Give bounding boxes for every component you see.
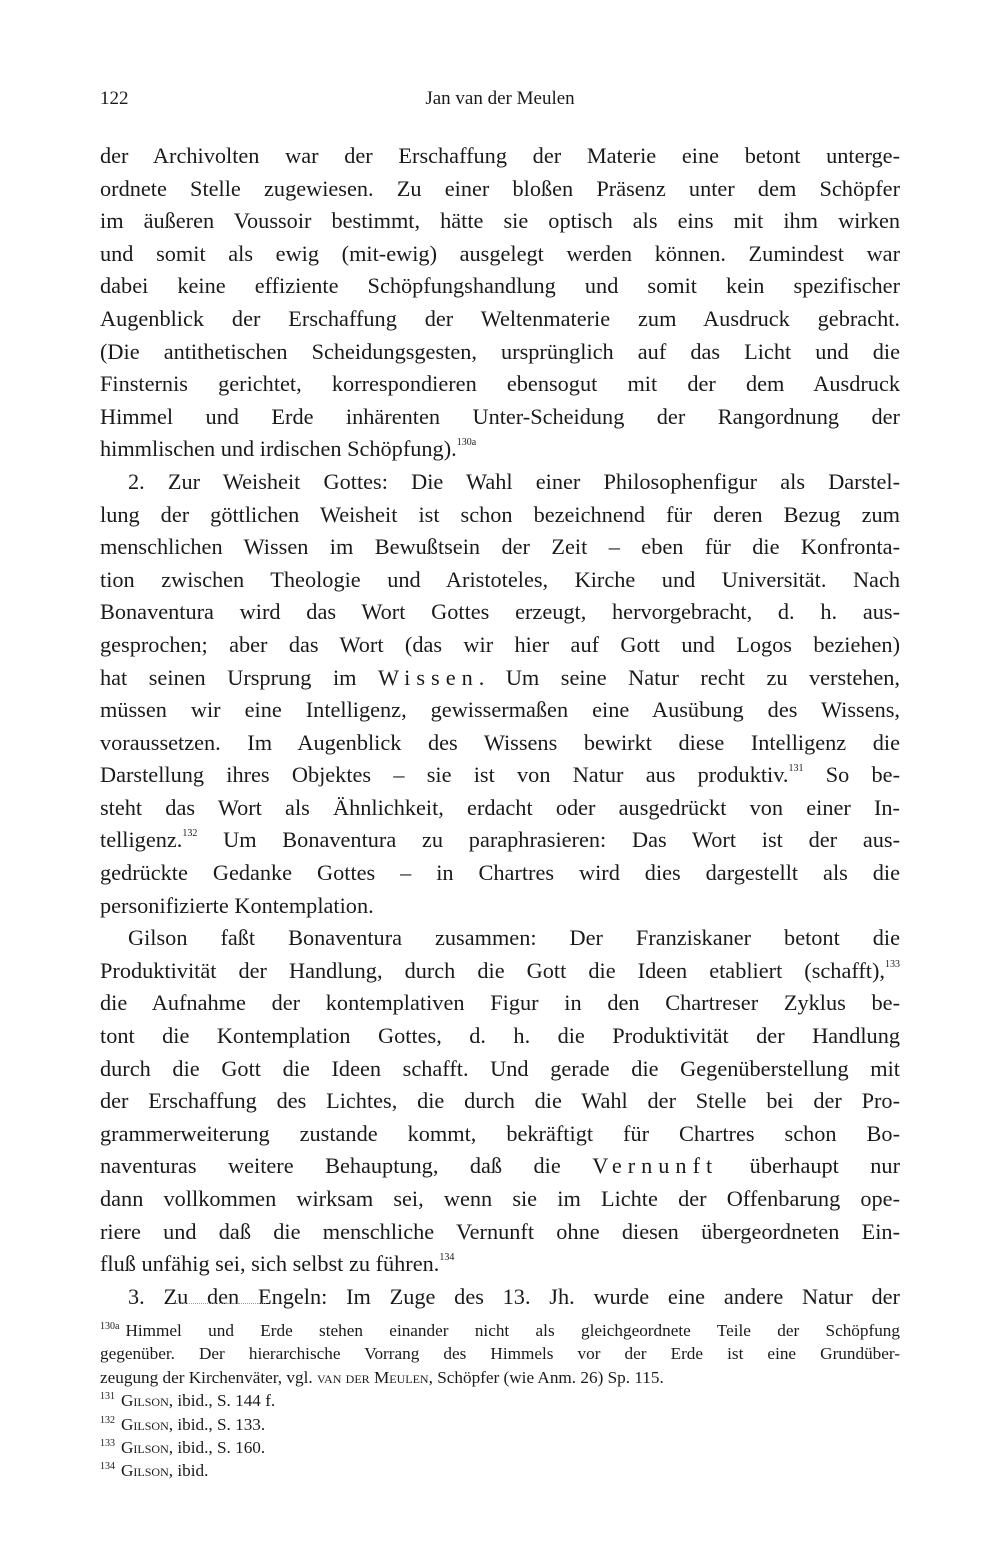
footnote-mark: 130a — [100, 1321, 120, 1332]
text-line: müssen wir eine Intelligenz, gewissermaßen eine Ausübung des Wissens, — [100, 697, 900, 723]
page-number: 122 — [100, 88, 129, 109]
text-line: voraussetzen. Im Augenblick des Wissens bewirkt diese Intelligenz die — [100, 729, 900, 755]
text-segment: Darstellung ihres Objektes – sie ist von Natur aus produktiv. — [100, 762, 789, 788]
text-line — [100, 433, 900, 466]
text-line — [100, 1248, 900, 1281]
footnote-text: , ibid., S. 144 f. — [168, 1391, 276, 1411]
footnote-text: , ibid., S. 133. — [168, 1414, 266, 1434]
text-line — [100, 1150, 900, 1183]
footnote-ref-133[interactable]: 133 — [885, 958, 900, 970]
footnote-134 — [100, 1459, 900, 1482]
emphasized-word: Wissen — [378, 664, 479, 690]
text-segment: Um Bonaventura zu paraphrasieren: Das Wort ist der aus- — [197, 827, 900, 853]
text-line: durch die Gott die Ideen schafft. Und gerade die Gegenüberstellung mit — [100, 1055, 900, 1081]
text-segment: . Um seine Natur recht zu verstehen, — [478, 664, 900, 690]
text-line: dann vollkommen wirksam sei, wenn sie im Lichte der Offenbarung ope- — [100, 1186, 900, 1211]
footnote-line: gegenüber. Der hierarchische Vorrang des Himmels vor der Erde ist eine Grundüber- — [100, 1344, 900, 1364]
text-line: tont die Kontemplation Gottes, d. h. die Produktivität der Handlung — [100, 1023, 900, 1049]
footnote-mark: 133 — [100, 1437, 115, 1449]
footnotes — [100, 1319, 900, 1483]
text-segment: überhaupt nur — [749, 1153, 900, 1179]
footnote-133 — [100, 1436, 900, 1459]
text-line — [100, 662, 900, 695]
footnote-text: , Schöpfer (wie Anm. 26) Sp. 115. — [428, 1367, 664, 1387]
footnote-130a — [100, 1319, 900, 1342]
text-line: Himmel und Erde inhärenten Unter-Scheidung der Rangordnung der — [100, 403, 900, 429]
cited-author: Gilson — [121, 1437, 169, 1457]
text-line: der Erschaffung des Lichtes, die durch die Wahl der Stelle bei der Pro- — [100, 1088, 900, 1114]
text-line: steht das Wort als Ähnlichkeit, erdacht oder ausgedrückt von einer In- — [100, 794, 900, 820]
text-segment: telligenz. — [100, 827, 183, 853]
cited-author: Gilson — [121, 1414, 169, 1434]
text-line: menschlichen Wissen im Bewußtsein der Zeit – eben für die Konfronta- — [100, 534, 900, 560]
footnote-mark: 134 — [100, 1461, 115, 1473]
footnote-text: , ibid. — [168, 1461, 209, 1481]
text-line: die Aufnahme der kontemplativen Figur in den Chartreser Zyklus be- — [100, 990, 900, 1016]
text-line: im äußeren Voussoir bestimmt, hätte sie optisch als eins mit ihm wirken — [100, 208, 900, 234]
text-line — [100, 824, 900, 857]
text-line: grammerweiterung zustande kommt, bekräftigt für Chartres schon Bo- — [100, 1120, 900, 1146]
text-segment: naventuras weitere Behauptung, daß die — [100, 1153, 561, 1179]
main-text — [100, 140, 900, 1313]
footnote-mark: 131 — [100, 1391, 115, 1403]
text-line: lung der göttlichen Weisheit ist schon bezeichnend für deren Bezug zum — [100, 501, 900, 527]
text-line: Finsternis gerichtet, korrespondieren ebensogut mit der dem Ausdruck — [100, 371, 900, 397]
text-segment: hat seinen Ursprung im — [100, 664, 357, 690]
footnote-text: Himmel und Erde stehen einander nicht als gleichgeordnete Teile der Schöpfung — [125, 1321, 900, 1340]
text-line: Bonaventura wird das Wort Gottes erzeugt, hervorgebracht, d. h. aus- — [100, 599, 900, 625]
text-line — [100, 955, 900, 988]
text-segment: Produktivität der Handlung, durch die Gott die Ideen etabliert (schafft), — [100, 957, 885, 983]
text-line: (Die antithetischen Scheidungsgesten, ursprünglich auf das Licht und die — [100, 338, 900, 364]
footnote-line — [100, 1366, 900, 1389]
text-segment: So be- — [803, 762, 901, 788]
footnote-ref-134[interactable]: 134 — [439, 1252, 455, 1264]
text-line: der Archivolten war der Erschaffung der Materie eine betont unterge- — [100, 143, 900, 168]
text-line: riere und daß die menschliche Vernunft ohne diesen übergeordneten Ein- — [100, 1218, 900, 1244]
text-segment: himmlischen und irdischen Schöpfung). — [100, 436, 457, 462]
text-line: dabei keine effiziente Schöpfungshandlung und somit kein spezifischer — [100, 273, 900, 299]
text-line: ordnete Stelle zugewiesen. Zu einer bloßen Präsenz unter dem Schöpfer — [100, 175, 900, 201]
footnote-mark: 132 — [100, 1414, 115, 1426]
text-line: Gilson faßt Bonaventura zusammen: Der Franziskaner betont die — [128, 925, 900, 951]
footnote-132 — [100, 1413, 900, 1436]
footnote-ref-132[interactable]: 132 — [182, 828, 198, 840]
cited-author: Gilson — [121, 1461, 169, 1481]
text-line — [100, 759, 900, 792]
emphasized-word: Vernunft — [592, 1153, 719, 1179]
text-line: personifizierte Kontemplation. — [100, 892, 374, 918]
footnote-divider — [176, 1303, 266, 1304]
cited-author: Gilson — [121, 1391, 169, 1411]
running-head: Jan van der Meulen — [425, 88, 575, 109]
footnote-131 — [100, 1389, 900, 1412]
text-segment: fluß unfähig sei, sich selbst zu führen. — [100, 1251, 440, 1277]
text-line: tion zwischen Theologie und Aristoteles, Kirche und Universität. Nach — [100, 566, 900, 592]
footnote-text: zeugung der Kirchenväter, vgl. — [100, 1367, 313, 1387]
footnote-ref-130a[interactable]: 130a — [456, 437, 477, 449]
text-line: gedrückte Gedanke Gottes – in Chartres wird dies dargestellt als die — [100, 860, 900, 886]
text-line: Augenblick der Erschaffung der Weltenmaterie zum Ausdruck gebracht. — [100, 305, 900, 331]
page-header — [100, 88, 900, 118]
footnote-text: , ibid., S. 160. — [168, 1437, 266, 1457]
cited-author: van der Meulen — [316, 1367, 429, 1387]
text-line: gesprochen; aber das Wort (das wir hier auf Gott und Logos beziehen) — [100, 631, 900, 657]
text-line: 2. Zur Weisheit Gottes: Die Wahl einer Philosophenfigur als Darstel- — [128, 468, 900, 494]
text-line: und somit als ewig (mit-ewig) ausgelegt werden können. Zumindest war — [100, 240, 900, 266]
text-line: 3. Zu den Engeln: Im Zuge des 13. Jh. wurde eine andere Natur der — [128, 1283, 900, 1309]
footnote-ref-131[interactable]: 131 — [788, 763, 804, 775]
